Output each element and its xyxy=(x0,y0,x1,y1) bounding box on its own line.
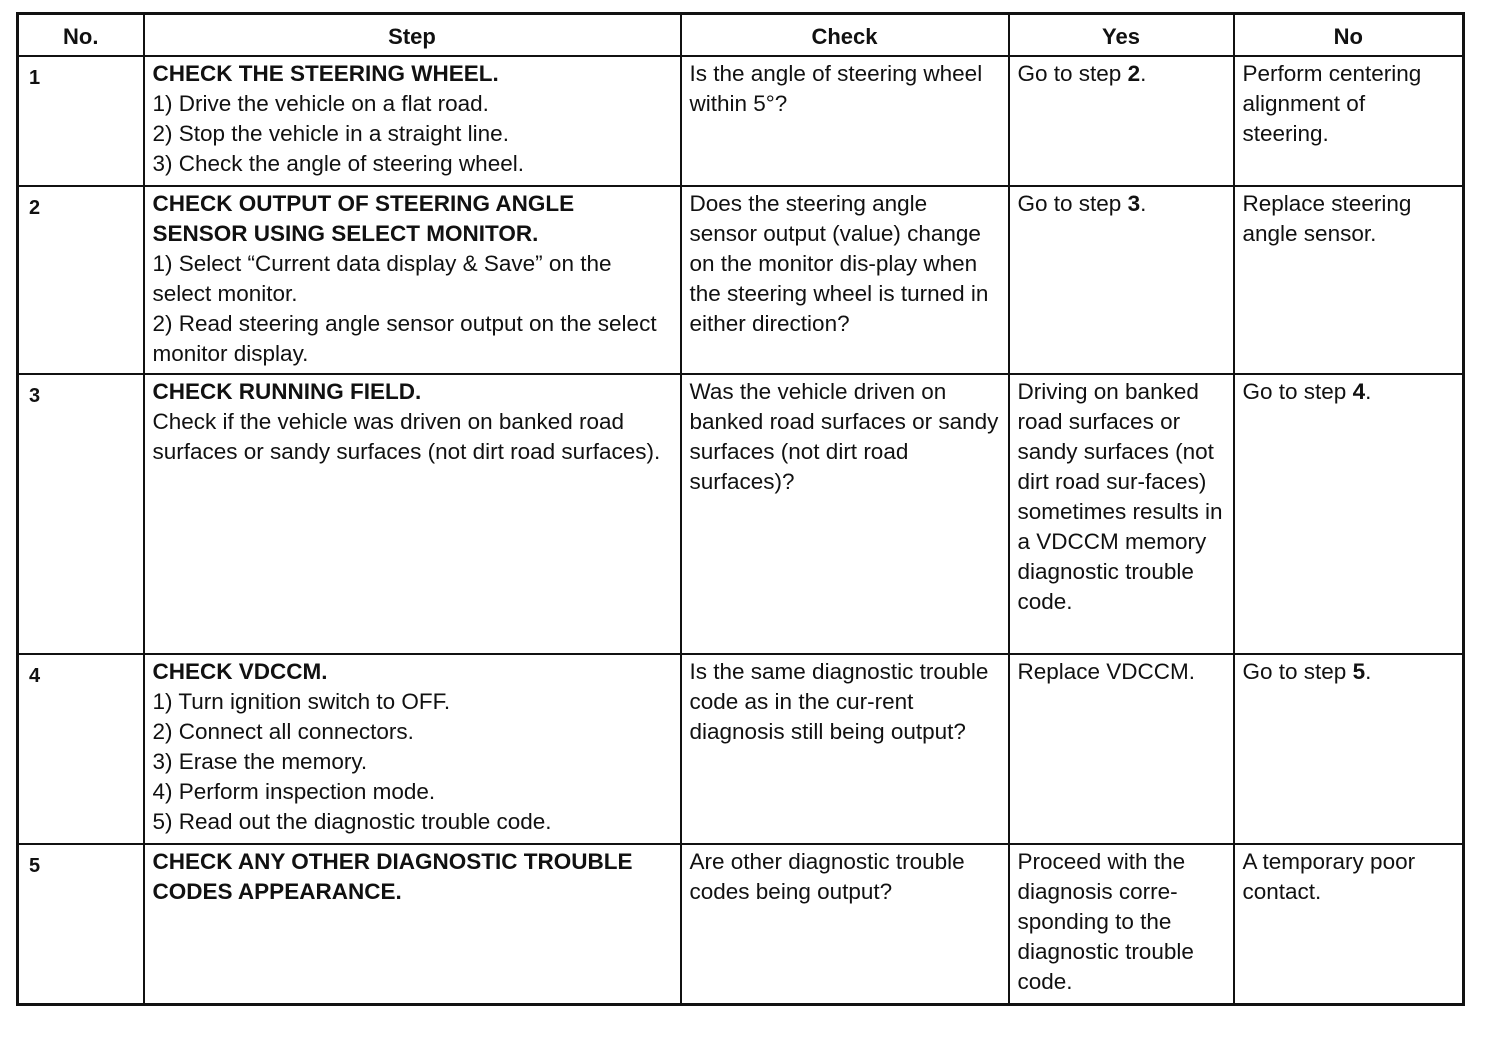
yes-text: Go to step xyxy=(1017,191,1128,216)
check-cell: Is the angle of steering wheel within 5°? xyxy=(681,56,1009,186)
check-cell: Was the vehicle driven on banked road surfaces or sandy surfaces (not dirt road surfaces)? xyxy=(681,374,1009,654)
table-row xyxy=(18,56,1464,186)
no-cell xyxy=(1234,374,1464,654)
table-row xyxy=(18,374,1464,654)
yes-cell xyxy=(1009,186,1234,374)
no-text-end: . xyxy=(1365,379,1372,404)
step-number: 5 xyxy=(18,844,144,1005)
step-line: 4) Perform inspection mode. xyxy=(152,779,436,804)
no-text: Go to step xyxy=(1242,659,1353,684)
step-title: CHECK THE STEERING WHEEL. xyxy=(152,61,499,86)
step-line: 5) Read out the diagnostic trouble code. xyxy=(152,809,552,834)
step-line: 1) Drive the vehicle on a flat road. xyxy=(152,91,489,116)
no-step-ref: 5 xyxy=(1352,659,1366,684)
yes-cell xyxy=(1009,56,1234,186)
step-cell xyxy=(144,654,681,844)
header-no-result: No xyxy=(1234,14,1464,57)
diagnostic-table xyxy=(16,12,1465,1006)
step-line: 2) Connect all connectors. xyxy=(152,719,414,744)
no-cell: Perform centering alignment of steering. xyxy=(1234,56,1464,186)
step-number: 4 xyxy=(18,654,144,844)
check-cell: Does the steering angle sensor output (value) change on the monitor dis-play when the steering wheel is turned in either direction? xyxy=(681,186,1009,374)
step-number: 3 xyxy=(18,374,144,654)
step-line: 2) Stop the vehicle in a straight line. xyxy=(152,121,509,146)
no-step-ref: 4 xyxy=(1352,379,1366,404)
header-no: No. xyxy=(18,14,144,57)
step-line: 2) Read steering angle sensor output on the select monitor display. xyxy=(152,311,657,366)
yes-text-end: . xyxy=(1140,61,1147,86)
step-cell xyxy=(144,374,681,654)
yes-step-ref: 2 xyxy=(1127,61,1141,86)
no-text: Go to step xyxy=(1242,379,1353,404)
check-cell: Is the same diagnostic trouble code as in the cur-rent diagnosis still being output? xyxy=(681,654,1009,844)
step-title: CHECK VDCCM. xyxy=(152,659,328,684)
step-line: Check if the vehicle was driven on banked road surfaces or sandy surfaces (not dirt road surfaces). xyxy=(152,409,661,464)
step-line: 3) Erase the memory. xyxy=(152,749,368,774)
yes-text: Go to step xyxy=(1017,61,1128,86)
no-text-end: . xyxy=(1365,659,1372,684)
step-title: CHECK OUTPUT OF STEERING ANGLE SENSOR USING SELECT MONITOR. xyxy=(152,191,575,246)
step-cell xyxy=(144,56,681,186)
step-number: 2 xyxy=(18,186,144,374)
table-row xyxy=(18,654,1464,844)
yes-step-ref: 3 xyxy=(1127,191,1141,216)
header-check: Check xyxy=(681,14,1009,57)
table-row xyxy=(18,844,1464,1005)
yes-cell: Replace VDCCM. xyxy=(1009,654,1234,844)
header-yes: Yes xyxy=(1009,14,1234,57)
step-cell xyxy=(144,844,681,1005)
check-cell: Are other diagnostic trouble codes being output? xyxy=(681,844,1009,1005)
no-cell xyxy=(1234,654,1464,844)
step-title: CHECK RUNNING FIELD. xyxy=(152,379,422,404)
no-cell: Replace steering angle sensor. xyxy=(1234,186,1464,374)
yes-cell: Proceed with the diagnosis corre-sponding to the diagnostic trouble code. xyxy=(1009,844,1234,1005)
step-line: 1) Select “Current data display & Save” on the select monitor. xyxy=(152,251,612,306)
step-line: 1) Turn ignition switch to OFF. xyxy=(152,689,451,714)
yes-cell: Driving on banked road surfaces or sandy surfaces (not dirt road sur-faces) sometimes results in a VDCCM memory diagnostic trouble code. xyxy=(1009,374,1234,654)
step-number: 1 xyxy=(18,56,144,186)
header-step: Step xyxy=(144,14,681,57)
step-cell xyxy=(144,186,681,374)
step-line: 3) Check the angle of steering wheel. xyxy=(152,151,524,176)
table-row xyxy=(18,186,1464,374)
step-title: CHECK ANY OTHER DIAGNOSTIC TROUBLE CODES APPEARANCE. xyxy=(152,849,633,904)
no-cell: A temporary poor contact. xyxy=(1234,844,1464,1005)
header-row xyxy=(18,14,1464,57)
yes-text-end: . xyxy=(1140,191,1147,216)
